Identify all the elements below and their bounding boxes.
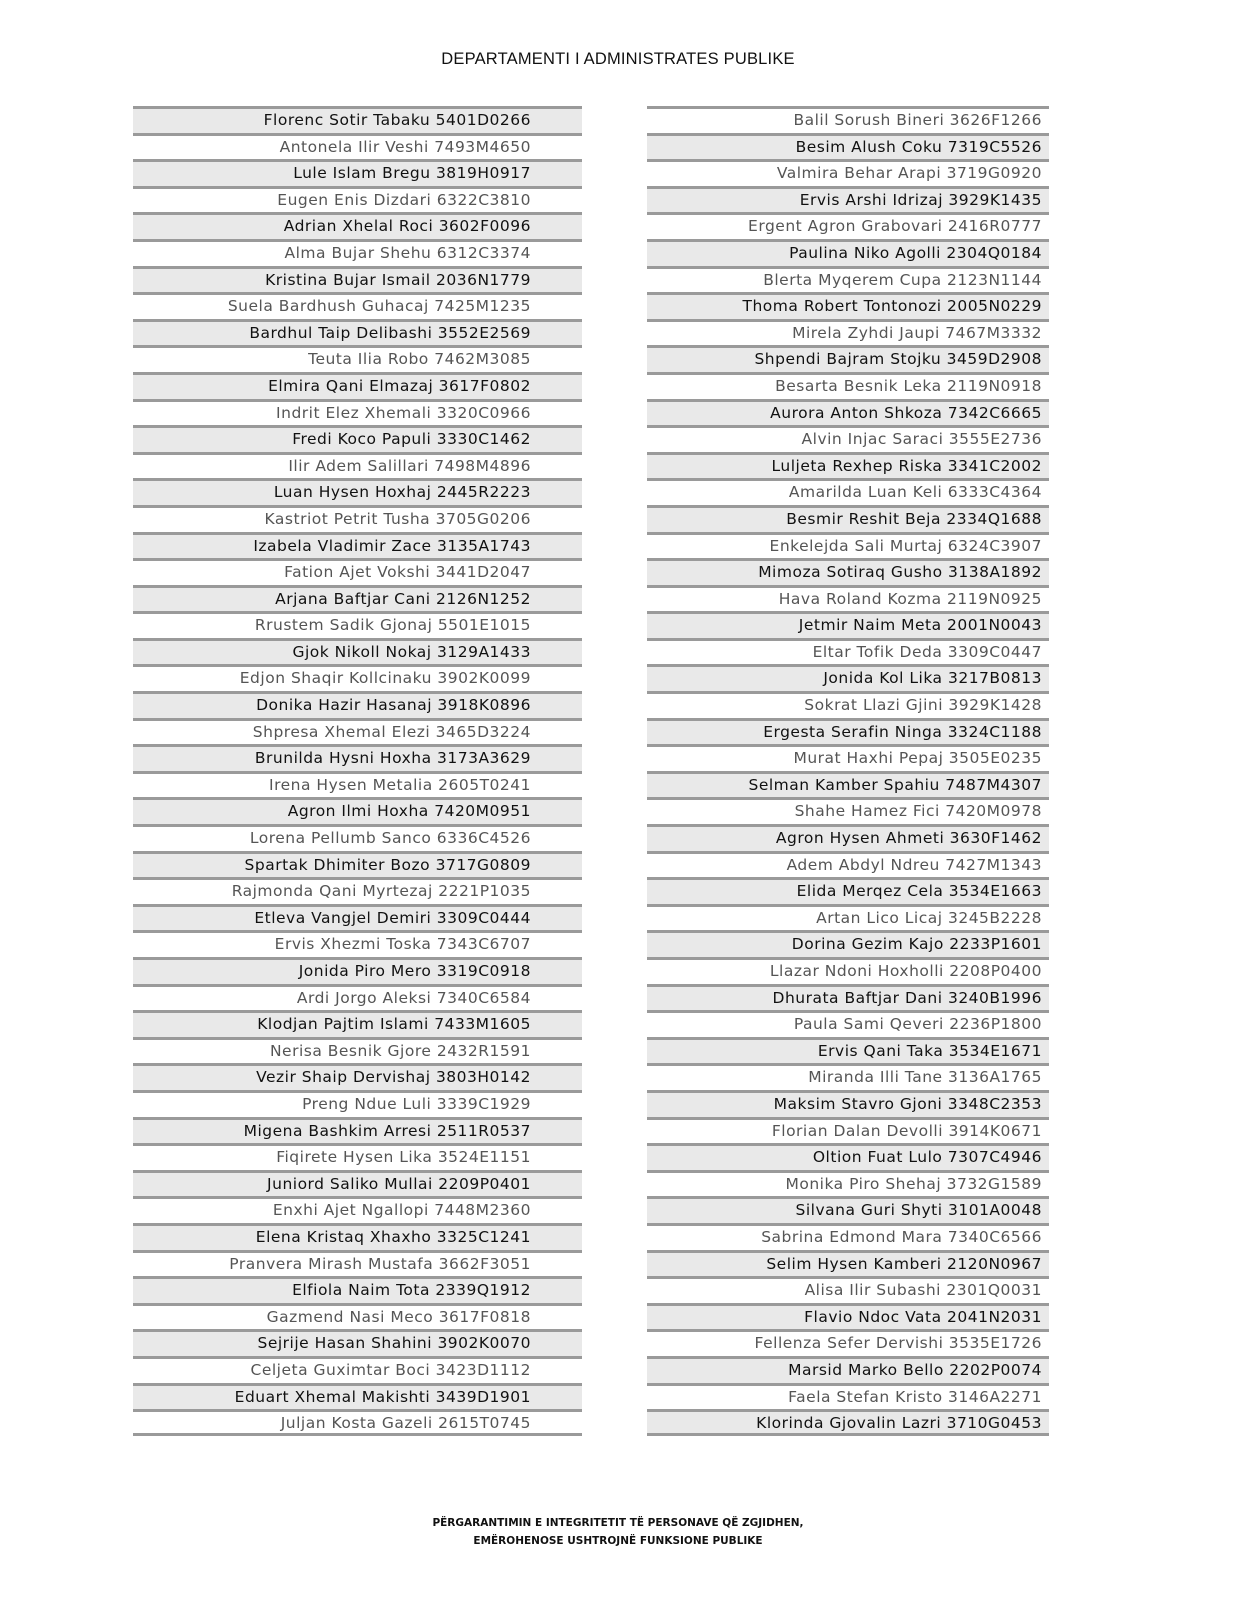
page-title: DEPARTAMENTI I ADMINISTRATES PUBLIKE <box>441 50 795 68</box>
footer-line-2: EMËROHENOSE USHTROJNË FUNKSIONE PUBLIKE <box>473 1535 763 1547</box>
list-item: Juljan Kosta Gazeli 2615T0745 <box>133 1409 582 1436</box>
list-item: Hava Roland Kozma 2119N0925 <box>647 585 1049 612</box>
list-item: Alma Bujar Shehu 6312C3374 <box>133 239 582 266</box>
list-item: Klodjan Pajtim Islami 7433M1605 <box>133 1010 582 1037</box>
list-item: Lorena Pellumb Sanco 6336C4526 <box>133 824 582 851</box>
list-item: Fredi Koco Papuli 3330C1462 <box>133 425 582 452</box>
list-item: Monika Piro Shehaj 3732G1589 <box>647 1170 1049 1197</box>
list-item: Maksim Stavro Gjoni 3348C2353 <box>647 1090 1049 1117</box>
list-item: Kastriot Petrit Tusha 3705G0206 <box>133 505 582 532</box>
list-item: Shpresa Xhemal Elezi 3465D3224 <box>133 718 582 745</box>
list-item: Gazmend Nasi Meco 3617F0818 <box>133 1303 582 1330</box>
list-item: Arjana Baftjar Cani 2126N1252 <box>133 585 582 612</box>
list-item: Fellenza Sefer Dervishi 3535E1726 <box>647 1329 1049 1356</box>
list-item: Dhurata Baftjar Dani 3240B1996 <box>647 984 1049 1011</box>
list-item: Ergent Agron Grabovari 2416R0777 <box>647 212 1049 239</box>
list-item: Besim Alush Coku 7319C5526 <box>647 133 1049 160</box>
list-item: Teuta Ilia Robo 7462M3085 <box>133 345 582 372</box>
list-item: Elmira Qani Elmazaj 3617F0802 <box>133 372 582 399</box>
list-item: Sabrina Edmond Mara 7340C6566 <box>647 1223 1049 1250</box>
list-item: Paula Sami Qeveri 2236P1800 <box>647 1010 1049 1037</box>
list-item: Adrian Xhelal Roci 3602F0096 <box>133 212 582 239</box>
list-item: Lule Islam Bregu 3819H0917 <box>133 159 582 186</box>
list-item: Faela Stefan Kristo 3146A2271 <box>647 1383 1049 1410</box>
list-item: Florian Dalan Devolli 3914K0671 <box>647 1117 1049 1144</box>
list-item: Ilir Adem Salillari 7498M4896 <box>133 452 582 479</box>
list-item: Ergesta Serafin Ninga 3324C1188 <box>647 718 1049 745</box>
list-item: Eduart Xhemal Makishti 3439D1901 <box>133 1383 582 1410</box>
list-item: Eltar Tofik Deda 3309C0447 <box>647 638 1049 665</box>
list-item: Elida Merqez Cela 3534E1663 <box>647 877 1049 904</box>
list-item: Selim Hysen Kamberi 2120N0967 <box>647 1250 1049 1277</box>
list-item: Jetmir Naim Meta 2001N0043 <box>647 611 1049 638</box>
list-item: Edjon Shaqir Kollcinaku 3902K0099 <box>133 664 582 691</box>
list-item: Elfiola Naim Tota 2339Q1912 <box>133 1276 582 1303</box>
list-item: Indrit Elez Xhemali 3320C0966 <box>133 399 582 426</box>
list-item: Eugen Enis Dizdari 6322C3810 <box>133 186 582 213</box>
list-item: Jonida Kol Lika 3217B0813 <box>647 664 1049 691</box>
list-item: Migena Bashkim Arresi 2511R0537 <box>133 1117 582 1144</box>
list-item: Balil Sorush Bineri 3626F1266 <box>647 106 1049 133</box>
list-item: Sokrat Llazi Gjini 3929K1428 <box>647 691 1049 718</box>
left-name-list <box>133 106 582 1436</box>
list-item: Enkelejda Sali Murtaj 6324C3907 <box>647 532 1049 559</box>
list-item: Bardhul Taip Delibashi 3552E2569 <box>133 319 582 346</box>
list-item: Silvana Guri Shyti 3101A0048 <box>647 1196 1049 1223</box>
list-item: Amarilda Luan Keli 6333C4364 <box>647 478 1049 505</box>
list-item: Jonida Piro Mero 3319C0918 <box>133 957 582 984</box>
list-item: Alvin Injac Saraci 3555E2736 <box>647 425 1049 452</box>
list-item: Luljeta Rexhep Riska 3341C2002 <box>647 452 1049 479</box>
list-item: Artan Lico Licaj 3245B2228 <box>647 904 1049 931</box>
list-item: Flavio Ndoc Vata 2041N2031 <box>647 1303 1049 1330</box>
list-item: Kristina Bujar Ismail 2036N1779 <box>133 266 582 293</box>
list-item: Donika Hazir Hasanaj 3918K0896 <box>133 691 582 718</box>
list-item: Adem Abdyl Ndreu 7427M1343 <box>647 851 1049 878</box>
list-item: Miranda Illi Tane 3136A1765 <box>647 1063 1049 1090</box>
list-item: Gjok Nikoll Nokaj 3129A1433 <box>133 638 582 665</box>
list-item: Oltion Fuat Lulo 7307C4946 <box>647 1143 1049 1170</box>
list-item: Juniord Saliko Mullai 2209P0401 <box>133 1170 582 1197</box>
list-item: Nerisa Besnik Gjore 2432R1591 <box>133 1037 582 1064</box>
list-item: Antonela Ilir Veshi 7493M4650 <box>133 133 582 160</box>
list-item: Vezir Shaip Dervishaj 3803H0142 <box>133 1063 582 1090</box>
list-item: Blerta Myqerem Cupa 2123N1144 <box>647 266 1049 293</box>
list-item: Rajmonda Qani Myrtezaj 2221P1035 <box>133 877 582 904</box>
footer-line-1: PËRGARANTIMIN E INTEGRITETIT TË PERSONAVE QË ZGJIDHEN, <box>432 1517 804 1529</box>
list-item: Paulina Niko Agolli 2304Q0184 <box>647 239 1049 266</box>
list-item: Llazar Ndoni Hoxholli 2208P0400 <box>647 957 1049 984</box>
list-item: Valmira Behar Arapi 3719G0920 <box>647 159 1049 186</box>
list-item: Mimoza Sotiraq Gusho 3138A1892 <box>647 558 1049 585</box>
list-item: Florenc Sotir Tabaku 5401D0266 <box>133 106 582 133</box>
list-item: Marsid Marko Bello 2202P0074 <box>647 1356 1049 1383</box>
list-item: Aurora Anton Shkoza 7342C6665 <box>647 399 1049 426</box>
list-item: Pranvera Mirash Mustafa 3662F3051 <box>133 1250 582 1277</box>
list-item: Mirela Zyhdi Jaupi 7467M3332 <box>647 319 1049 346</box>
list-item: Fiqirete Hysen Lika 3524E1151 <box>133 1143 582 1170</box>
list-item: Ervis Qani Taka 3534E1671 <box>647 1037 1049 1064</box>
list-item: Thoma Robert Tontonozi 2005N0229 <box>647 292 1049 319</box>
list-item: Murat Haxhi Pepaj 3505E0235 <box>647 744 1049 771</box>
list-item: Fation Ajet Vokshi 3441D2047 <box>133 558 582 585</box>
list-item: Besarta Besnik Leka 2119N0918 <box>647 372 1049 399</box>
page-footer <box>0 1514 1236 1550</box>
list-item: Elena Kristaq Xhaxho 3325C1241 <box>133 1223 582 1250</box>
list-item: Spartak Dhimiter Bozo 3717G0809 <box>133 851 582 878</box>
list-item: Suela Bardhush Guhacaj 7425M1235 <box>133 292 582 319</box>
list-item: Ervis Xhezmi Toska 7343C6707 <box>133 930 582 957</box>
list-item: Izabela Vladimir Zace 3135A1743 <box>133 532 582 559</box>
list-item: Luan Hysen Hoxhaj 2445R2223 <box>133 478 582 505</box>
list-item: Agron Hysen Ahmeti 3630F1462 <box>647 824 1049 851</box>
list-item: Ervis Arshi Idrizaj 3929K1435 <box>647 186 1049 213</box>
list-item: Besmir Reshit Beja 2334Q1688 <box>647 505 1049 532</box>
list-item: Ardi Jorgo Aleksi 7340C6584 <box>133 984 582 1011</box>
list-item: Rrustem Sadik Gjonaj 5501E1015 <box>133 611 582 638</box>
list-item: Brunilda Hysni Hoxha 3173A3629 <box>133 744 582 771</box>
list-item: Alisa Ilir Subashi 2301Q0031 <box>647 1276 1049 1303</box>
list-item: Irena Hysen Metalia 2605T0241 <box>133 771 582 798</box>
list-item: Selman Kamber Spahiu 7487M4307 <box>647 771 1049 798</box>
list-item: Dorina Gezim Kajo 2233P1601 <box>647 930 1049 957</box>
list-item: Shahe Hamez Fici 7420M0978 <box>647 797 1049 824</box>
list-item: Shpendi Bajram Stojku 3459D2908 <box>647 345 1049 372</box>
list-item: Agron Ilmi Hoxha 7420M0951 <box>133 797 582 824</box>
list-item: Enxhi Ajet Ngallopi 7448M2360 <box>133 1196 582 1223</box>
list-item: Etleva Vangjel Demiri 3309C0444 <box>133 904 582 931</box>
list-item: Preng Ndue Luli 3339C1929 <box>133 1090 582 1117</box>
list-item: Celjeta Guximtar Boci 3423D1112 <box>133 1356 582 1383</box>
list-item: Klorinda Gjovalin Lazri 3710G0453 <box>647 1409 1049 1436</box>
list-item: Sejrije Hasan Shahini 3902K0070 <box>133 1329 582 1356</box>
right-name-list <box>647 106 1049 1436</box>
